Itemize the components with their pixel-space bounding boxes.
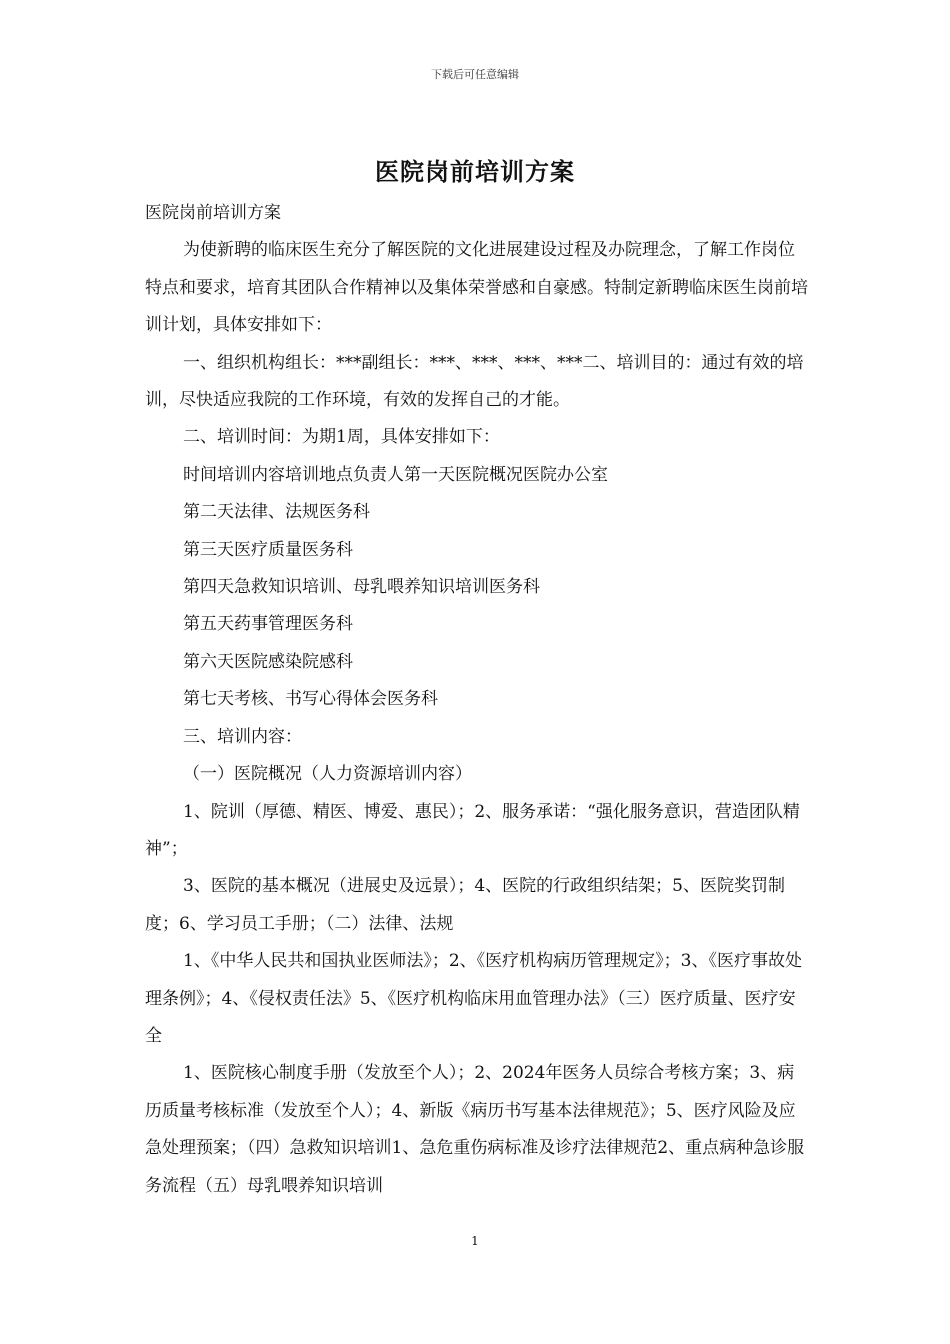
subsection-heading: （一）医院概况（人力资源培训内容） — [183, 764, 472, 785]
schedule-line: 时间培训内容培训地点负责人第一天医院概况医院办公室 — [183, 464, 608, 485]
paragraph: 医院岗前培训方案 — [145, 203, 281, 223]
page-header: 下载后可任意编辑 — [431, 68, 519, 81]
schedule-line: 第六天医院感染院感科 — [183, 651, 353, 672]
document-title: 医院岗前培训方案 — [375, 157, 575, 186]
paragraph: 1、《中华人民共和国执业医师法》；2、《医疗机构病历管理规定》；3、《医疗事故处理条例》；4、《侵权责任法》5、《医疗机构临床用血管理办法》（三）医疗质量、医疗安全 — [145, 951, 802, 1046]
schedule-line: 第二天法律、法规医务科 — [183, 502, 370, 523]
section-heading: 三、培训内容： — [183, 726, 302, 747]
paragraph: 二、培训时间：为期1周，具体安排如下： — [183, 427, 500, 448]
schedule-line: 第三天医疗质量医务科 — [183, 539, 353, 560]
document-body — [145, 195, 810, 1205]
page-number: 1 — [471, 1234, 479, 1248]
schedule-line: 第七天考核、书写心得体会医务科 — [183, 689, 438, 710]
paragraph: 一、组织机构组长：***副组长：***、***、***、***二、培训目的：通过有效的培训，尽快适应我院的工作环境，有效的发挥自己的才能。 — [145, 352, 804, 411]
schedule-line: 第四天急救知识培训、母乳喂养知识培训医务科 — [183, 577, 540, 598]
paragraph: 1、医院核心制度手册（发放至个人）；2、2024年医务人员综合考核方案；3、病历质量考核标准（发放至个人）；4、新版《病历书写基本法律规范》；5、医疗风险及应急处理预案；（四）急救知识培训1、急危重伤病标准及诊疗法律规范2、重点病种急诊服务流程（五）母乳喂养知识培训 — [145, 1063, 805, 1196]
paragraph: 3、医院的基本概况（进展史及远景）；4、医院的行政组织结架；5、医院奖罚制度；6、学习员工手册；（二）法律、法规 — [145, 876, 785, 934]
paragraph: 1、院训（厚德、精医、博爱、惠民）；2、服务承诺：“强化服务意识，营造团队精神”； — [145, 801, 800, 859]
schedule-line: 第五天药事管理医务科 — [183, 614, 353, 635]
paragraph: 为使新聘的临床医生充分了解医院的文化进展建设过程及办院理念，了解工作岗位特点和要求，培育其团队合作精神以及集体荣誉感和自豪感。特制定新聘临床医生岗前培训计划，具体安排如下： — [145, 240, 808, 336]
